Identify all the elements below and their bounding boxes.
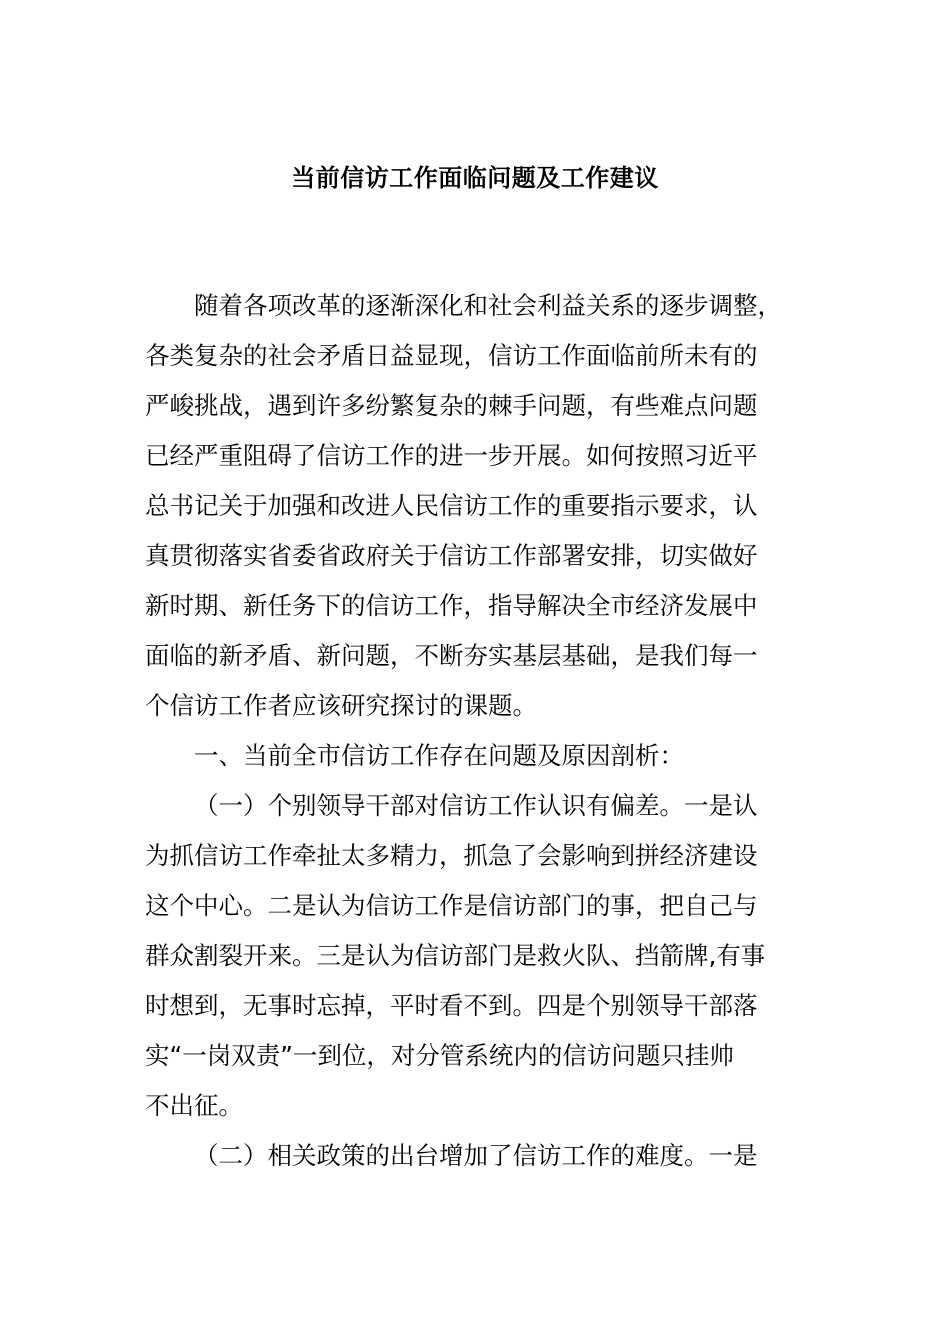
paragraph-intro-line-5: 总书记关于加强和改进人民信访工作的重要指示要求，认 (145, 491, 758, 520)
subsection-1-line-4: 群众割裂开来。三是认为信访部门是救火队、挡箭牌,有事 (145, 941, 766, 970)
paragraph-intro-line-7: 新时期、新任务下的信访工作，指导解决全市经济发展中 (145, 591, 758, 620)
paragraph-intro-line-4: 已经严重阻碍了信访工作的进一步开展。如何按照习近平 (145, 441, 758, 470)
paragraph-intro-line-8: 面临的新矛盾、新问题，不断夯实基层基础，是我们每一 (145, 641, 758, 670)
document-title: 当前信访工作面临问题及工作建议 (291, 164, 659, 192)
subsection-1-line-3: 这个中心。二是认为信访工作是信访部门的事，把自己与 (145, 891, 758, 920)
subsection-1-line-5: 时想到，无事时忘掉，平时看不到。四是个别领导干部落 (145, 991, 758, 1020)
subsection-1-line-7: 不出征。 (145, 1091, 243, 1120)
subsection-1-line-2: 为抓信访工作牵扯太多精力，抓急了会影响到拼经济建设 (145, 841, 758, 870)
paragraph-intro-line-2: 各类复杂的社会矛盾日益显现，信访工作面临前所未有的 (145, 341, 758, 370)
paragraph-intro-line-3: 严峻挑战，遇到许多纷繁复杂的棘手问题，有些难点问题 (145, 391, 758, 420)
paragraph-intro-line-1: 随着各项改革的逐渐深化和社会利益关系的逐步调整， (194, 291, 782, 320)
subsection-1-line-1: （一）个别领导干部对信访工作认识有偏差。一是认 (194, 791, 758, 820)
section-heading-1: 一、当前全市信访工作存在问题及原因剖析： (194, 741, 684, 770)
subsection-2-line-1: （二）相关政策的出台增加了信访工作的难度。一是 (194, 1141, 758, 1170)
document-body (145, 281, 820, 1181)
subsection-1-line-6: 实“一岗双责”一到位，对分管系统内的信访问题只挂帅 (145, 1041, 734, 1070)
paragraph-intro-line-6: 真贯彻落实省委省政府关于信访工作部署安排，切实做好 (145, 541, 758, 570)
paragraph-intro-line-9: 个信访工作者应该研究探讨的课题。 (145, 691, 537, 720)
